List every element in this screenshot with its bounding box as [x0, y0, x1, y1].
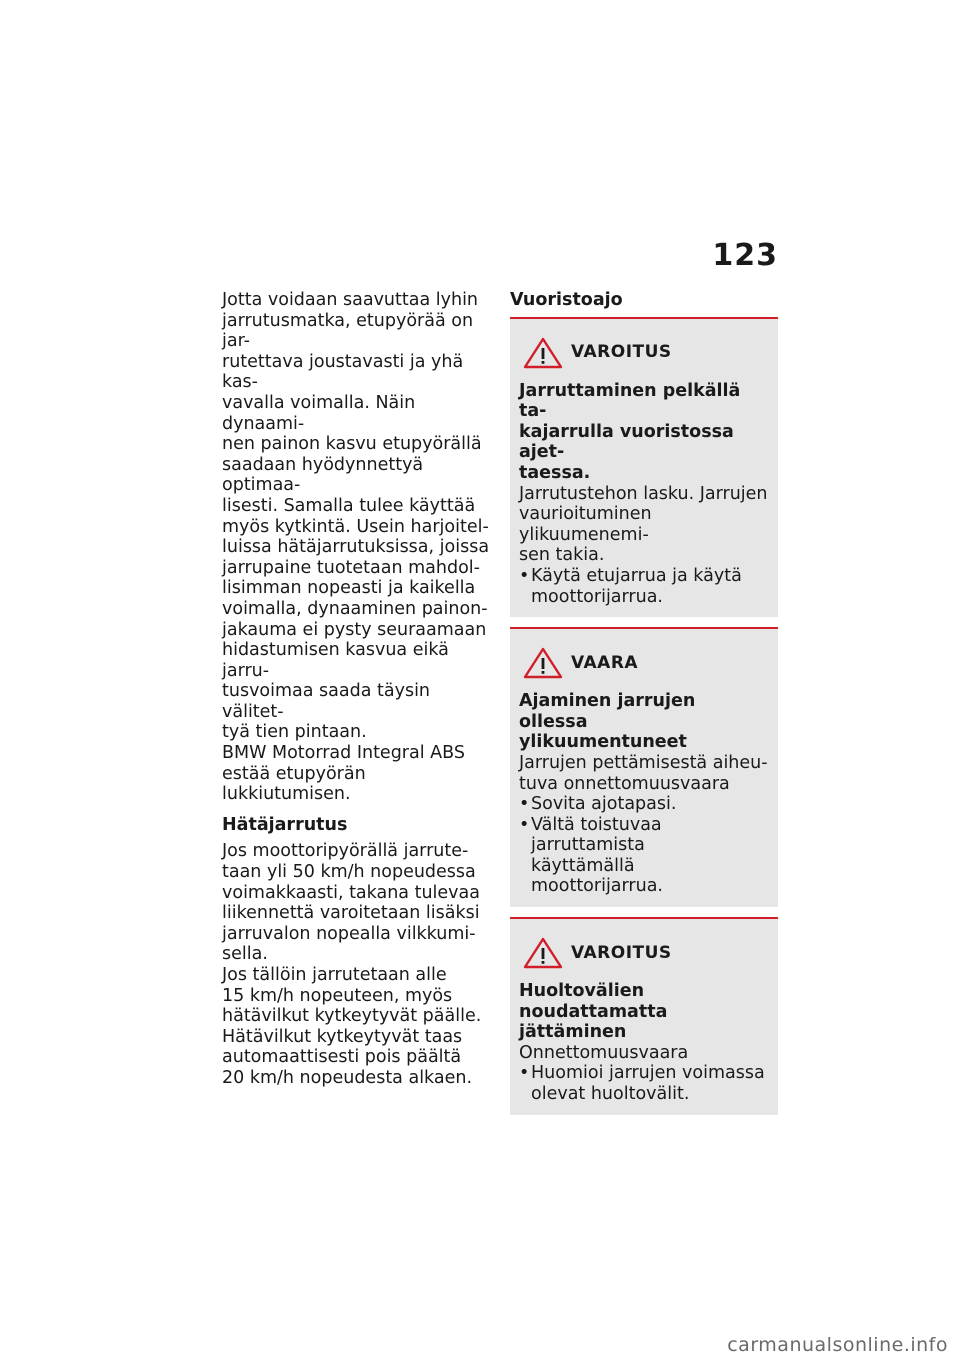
text-line: Huoltovälien noudattamatta	[519, 981, 668, 1022]
text-line: jättäminen	[519, 1022, 627, 1043]
warning-box-header	[523, 937, 769, 969]
text-line: sen takia.	[519, 545, 605, 566]
warning-triangle-icon	[523, 937, 563, 969]
text-line: 20 km/h nopeudesta alkaen.	[222, 1067, 473, 1088]
bullet-icon: •	[519, 565, 530, 586]
bullet-item	[519, 815, 769, 897]
text-line: BMW Motorrad Integral ABS	[222, 743, 465, 764]
right-column	[510, 290, 778, 1125]
text-line: nen painon kasvu etupyörällä	[222, 434, 482, 455]
bullet-icon: •	[519, 814, 530, 835]
text-line: taessa.	[519, 462, 591, 483]
text-line: taan yli 50 km/h nopeudessa	[222, 862, 476, 883]
intro-paragraph	[222, 290, 494, 743]
text-line: moottorijarrua.	[531, 586, 663, 607]
warning-box	[510, 917, 778, 1115]
text-line: voimakkaasti, takana tulevaa	[222, 882, 480, 903]
warning-box-consequence	[519, 484, 769, 566]
text-line: Jarruttaminen pelkällä ta-	[519, 380, 741, 422]
hazard-lights-paragraph	[222, 965, 494, 1027]
text-line: jarruvalon nopealla vilkkumi-	[222, 923, 476, 944]
page-number: 123	[712, 238, 778, 273]
bullet-item	[519, 794, 769, 815]
footer-watermark: carmanualsonline.info	[727, 1334, 948, 1356]
text-line: Sovita ajotapasi.	[531, 794, 677, 815]
warning-box-header	[523, 337, 769, 369]
text-line: Käytä etujarrua ja käytä	[531, 565, 742, 586]
text-line: luissa hätäjarrutuksissa, joissa	[222, 537, 490, 558]
text-line: Jos tällöin jarrutetaan alle	[222, 965, 447, 985]
text-line: voimalla, dynaaminen painon-	[222, 598, 488, 619]
text-line: Huomioi jarrujen voimassa	[531, 1063, 765, 1084]
warning-box-title: VAROITUS	[571, 342, 672, 363]
abs-paragraph	[222, 743, 494, 805]
warning-box-title: VAROITUS	[571, 942, 672, 963]
text-line: myös kytkintä. Usein harjoitel-	[222, 516, 489, 537]
warning-box-subject	[519, 981, 769, 1043]
text-line: Jarrujen pettämisestä aiheu-	[519, 752, 768, 773]
warning-box	[510, 317, 778, 618]
bullet-text	[531, 794, 676, 815]
text-line: tyä tien pintaan.	[222, 722, 367, 743]
bullet-text	[531, 1063, 765, 1104]
text-line: hidastumisen kasvua eikä jarru-	[222, 640, 449, 681]
warning-box-consequence	[519, 1043, 769, 1064]
text-line: vaurioituminen ylikuumenemi-	[519, 504, 652, 545]
text-line: lisesti. Samalla tulee käyttää	[222, 495, 476, 516]
warning-box-header	[523, 647, 769, 679]
text-line: saadaan hyödynnettyä optimaa-	[222, 454, 424, 496]
warning-box	[510, 627, 778, 907]
text-line: kajarrulla vuoristossa ajet-	[519, 421, 734, 463]
bullet-text	[531, 815, 769, 897]
left-column	[222, 290, 494, 1089]
text-line: jarrupaine tuotetaan mahdol-	[222, 557, 480, 578]
bullet-item	[519, 566, 769, 607]
hazard-off-paragraph	[222, 1027, 494, 1089]
text-line: jarrutusmatka, etupyörää on jar-	[222, 310, 474, 352]
text-line: jakauma ei pysty seuraamaan	[222, 619, 487, 640]
bullet-icon: •	[519, 1063, 530, 1084]
text-line: käyttämällä moottorijarrua.	[531, 855, 663, 897]
section-heading-hatajarrutus: Hätäjarrutus	[222, 814, 348, 835]
text-line: olevat huoltovälit.	[531, 1084, 690, 1105]
bullet-text	[531, 566, 742, 607]
warning-box-subject	[519, 381, 769, 484]
text-line: tuva onnettomuusvaara	[519, 773, 730, 794]
text-line: liikennettä varoitetaan lisäksi	[222, 903, 480, 924]
text-line: ylikuumentuneet	[519, 732, 687, 753]
text-line: automaattisesti pois päältä	[222, 1047, 462, 1068]
warning-triangle-icon	[523, 647, 563, 679]
text-line: vavalla voimalla. Näin dynaami-	[222, 392, 416, 434]
text-line: estää etupyörän lukkiutumisen.	[222, 763, 366, 805]
text-line: 15 km/h nopeuteen, myös	[222, 985, 453, 1006]
text-line: rutettava joustavasti ja yhä kas-	[222, 351, 464, 393]
section-heading-vuoristoajo: Vuoristoajo	[510, 290, 623, 310]
text-line: Jarrutustehon lasku. Jarrujen	[519, 483, 768, 504]
bullet-item	[519, 1063, 769, 1104]
text-line: Ajaminen jarrujen ollessa	[519, 691, 696, 732]
text-line: Jotta voidaan saavuttaa lyhin	[222, 290, 479, 310]
text-line: Jos moottoripyörällä jarrute-	[222, 841, 469, 862]
text-line: Onnettomuusvaara	[519, 1042, 689, 1063]
warning-box-subject	[519, 691, 769, 753]
emergency-brake-paragraph	[222, 841, 494, 965]
text-line: tusvoimaa saada täysin välitet-	[222, 681, 431, 722]
text-line: Vältä toistuvaa jarruttamista	[531, 814, 662, 856]
text-line: sella.	[222, 944, 268, 965]
warning-box-consequence	[519, 753, 769, 794]
text-line: lisimman nopeasti ja kaikella	[222, 578, 476, 599]
bullet-icon: •	[519, 794, 530, 815]
text-line: Hätävilkut kytkeytyvät taas	[222, 1026, 463, 1047]
warning-triangle-icon	[523, 337, 563, 369]
warning-box-title: VAARA	[571, 652, 639, 673]
text-line: hätävilkut kytkeytyvät päälle.	[222, 1006, 482, 1027]
